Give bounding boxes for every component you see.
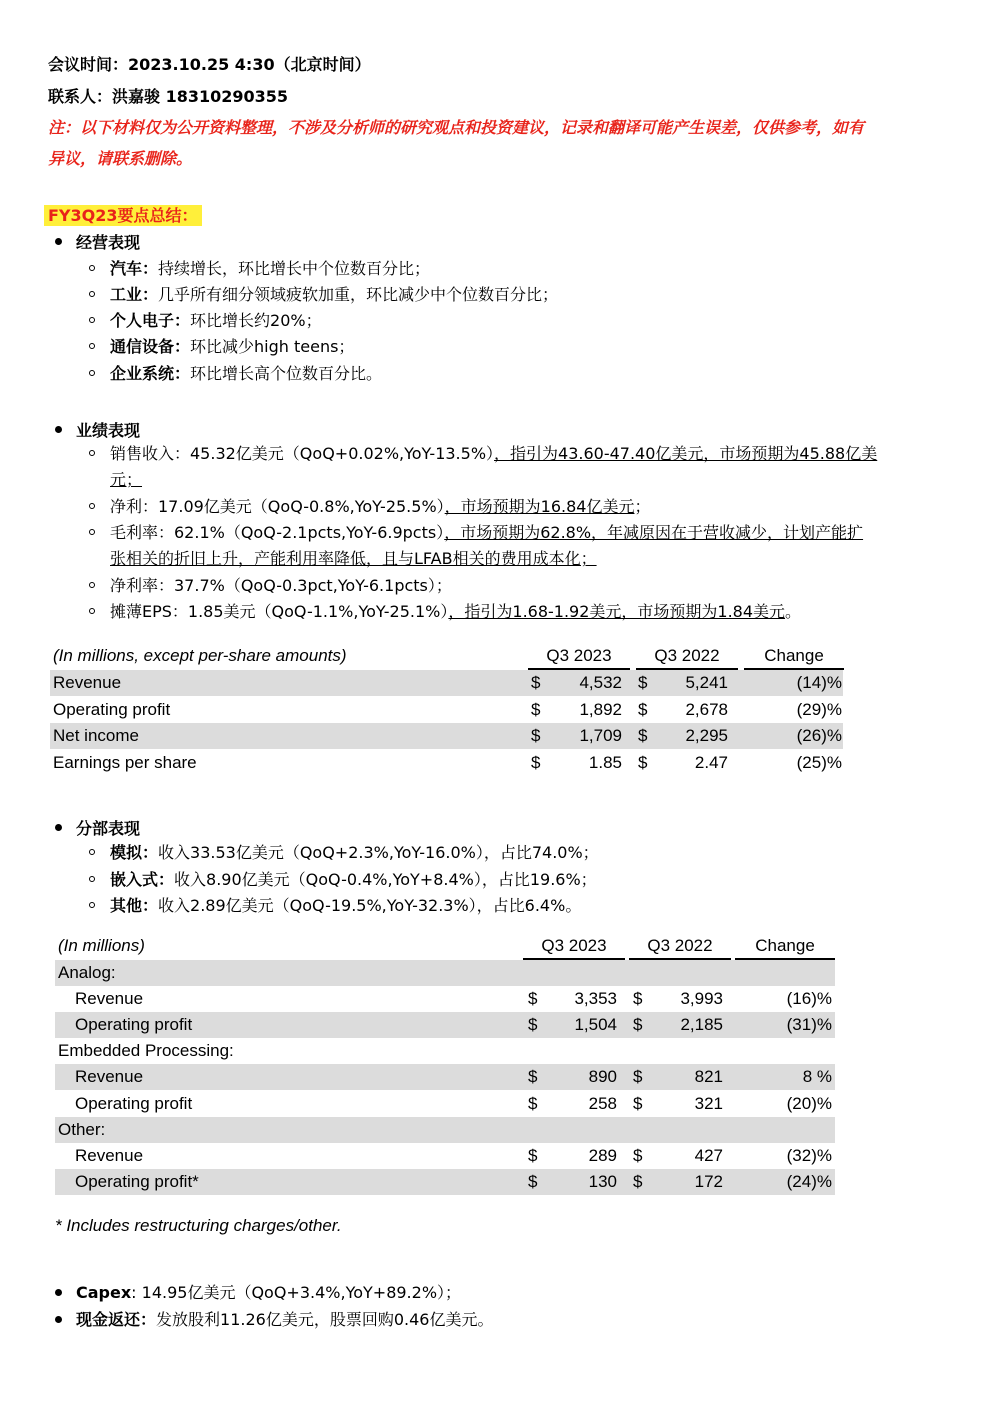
column-header: Change [744,644,844,670]
sub-bullet-icon [89,343,95,349]
currency-symbol: $ [531,699,541,719]
row-label: Revenue [53,673,122,692]
segment-item: 嵌入式：收入8.90亿美元（QoQ-0.4%,YoY+8.4%），占比19.6%； [110,870,597,889]
row-label: Operating profit [75,1015,193,1035]
operations-item: 个人电子：环比增长约20%； [110,311,322,330]
prior-value: 2,295 [685,726,728,746]
table-row [55,986,835,1012]
prior-value: 172 [694,1171,723,1191]
row-label: Revenue [75,989,144,1009]
table-group-row [55,1038,835,1064]
table-group-row [55,960,835,986]
bullet-icon [55,1316,62,1323]
segments-title: 分部表现 [76,819,141,838]
sub-bullet-icon [89,529,95,535]
current-value: 1.85 [588,753,622,773]
current-value: 1,504 [574,1015,617,1035]
disclaimer-line-1: 注：以下材料仅为公开资料整理，不涉及分析师的研究观点和投资建议，记录和翻译可能产生误差，仅供参考，如有 [48,118,865,137]
sub-bullet-icon [89,608,95,614]
row-label: Earnings per share [53,753,197,773]
change-value: 8 % [802,1067,832,1087]
currency-symbol: $ [638,699,648,719]
row-label: Operating profit [53,699,171,719]
current-value: 4,532 [579,673,622,692]
change-value: (20)% [786,1093,832,1113]
change-value: (24)% [786,1171,832,1191]
currency-symbol: $ [531,673,541,692]
table-row [50,723,843,749]
bullet-icon [55,426,62,433]
row-label: Net income [53,726,139,746]
column-header: Change [735,934,835,960]
table-group-row [55,1117,835,1143]
sub-bullet-icon [89,370,95,376]
column-header: Q3 2023 [528,644,630,670]
currency-symbol: $ [531,753,541,773]
prior-value: 5,241 [685,673,728,692]
operations-item: 企业系统：环比增长高个位数百分比。 [110,364,383,383]
contact-info: 联系人：洪嘉骏 18310290355 [48,87,289,106]
currency-symbol: $ [528,1067,538,1087]
table-caption: (In millions, except per-share amounts) [53,646,347,665]
meeting-time: 会议时间：2023.10.25 4:30（北京时间） [48,55,371,74]
table-row [55,1012,835,1038]
result-eps: 摊薄EPS：1.85美元（QoQ-1.1%,YoY-25.1%），指引为1.68-1.92美元，市场预期为1.84美元。 [110,602,802,621]
current-value: 1,709 [579,726,622,746]
bullet-icon [55,1289,62,1296]
sub-bullet-icon [89,582,95,588]
bullet-icon [55,238,62,245]
current-value: 1,892 [579,699,622,719]
sub-bullet-icon [89,317,95,323]
table-row [55,1143,835,1169]
sub-bullet-icon [89,876,95,882]
currency-symbol: $ [638,673,648,692]
current-value: 890 [588,1067,617,1087]
currency-symbol: $ [633,1015,643,1035]
currency-symbol: $ [528,1171,538,1191]
row-label: Embedded Processing: [58,1041,234,1061]
currency-symbol: $ [528,1093,538,1113]
table-footnote: * Includes restructuring charges/other. [55,1216,342,1235]
table-row [55,1064,835,1090]
currency-symbol: $ [633,1145,643,1165]
result-gross-margin-cont: 张相关的折旧上升，产能利用率降低，且与LFAB相关的费用成本化； [110,549,597,568]
row-label: Revenue [75,1145,144,1165]
table-row [50,750,843,776]
currency-symbol: $ [633,989,643,1009]
current-value: 289 [588,1145,617,1165]
change-value: (29)% [796,699,842,719]
row-label: Operating profit* [75,1171,199,1191]
table-row [50,697,843,723]
currency-symbol: $ [528,1015,538,1035]
operations-title: 经营表现 [76,233,141,252]
change-value: (16)% [786,989,832,1009]
column-header: Q3 2023 [523,934,625,960]
sub-bullet-icon [89,450,95,456]
row-label: Analog: [58,963,116,982]
prior-value: 3,993 [680,989,723,1009]
segment-item: 模拟：收入33.53亿美元（QoQ+2.3%,YoY-16.0%），占比74.0%； [110,843,599,862]
prior-value: 2,678 [685,699,728,719]
sub-bullet-icon [89,265,95,271]
result-net-margin: 净利率：37.7%（QoQ-0.3pct,YoY-6.1pcts）； [110,576,452,595]
currency-symbol: $ [531,726,541,746]
currency-symbol: $ [633,1067,643,1087]
bullet-icon [55,824,62,831]
change-value: (32)% [786,1145,832,1165]
table-row [55,1091,835,1117]
currency-symbol: $ [633,1171,643,1191]
change-value: (26)% [796,726,842,746]
financial-summary-table [50,644,845,778]
sub-bullet-icon [89,902,95,908]
segment-table [55,934,837,1196]
result-revenue-cont: 元； [110,470,143,489]
currency-symbol: $ [528,1145,538,1165]
prior-value: 2.47 [694,753,728,773]
cash-return-item: 现金返还：发放股利11.26亿美元，股票回购0.46亿美元。 [76,1310,494,1329]
sub-bullet-icon [89,849,95,855]
segment-item: 其他：收入2.89亿美元（QoQ-19.5%,YoY-32.3%），占比6.4%。 [110,896,582,915]
summary-title-text: FY3Q23要点总结： [44,205,202,226]
currency-symbol: $ [638,726,648,746]
change-value: (31)% [786,1015,832,1035]
sub-bullet-icon [89,291,95,297]
current-value: 130 [588,1171,617,1191]
operations-item: 汽车：持续增长，环比增长中个位数百分比； [110,259,431,278]
prior-value: 2,185 [680,1015,723,1035]
result-gross-margin: 毛利率：62.1%（QoQ-2.1pcts,YoY-6.9pcts），市场预期为62.8%，年减原因在于营收减少，计划产能扩 [110,523,864,542]
table-row [50,670,843,696]
column-header: Q3 2022 [629,934,731,960]
disclaimer-line-2: 异议，请联系删除。 [48,149,193,168]
capex-item: Capex: 14.95亿美元（QoQ+3.4%,YoY+89.2%）； [76,1283,462,1302]
currency-symbol: $ [528,989,538,1009]
result-revenue: 销售收入：45.32亿美元（QoQ+0.02%,YoY-13.5%），指引为43.60-47.40亿美元，市场预期为45.88亿美 [110,444,878,463]
change-value: (25)% [796,753,842,773]
result-net-income: 净利：17.09亿美元（QoQ-0.8%,YoY-25.5%），市场预期为16.84亿美元； [110,497,651,516]
currency-symbol: $ [638,753,648,773]
results-title: 业绩表现 [76,421,141,440]
column-header: Q3 2022 [636,644,738,670]
current-value: 258 [588,1093,617,1113]
table-row [55,1169,835,1195]
table-caption: (In millions) [58,936,145,955]
row-label: Revenue [75,1067,144,1087]
row-label: Operating profit [75,1093,193,1113]
prior-value: 821 [694,1067,723,1087]
summary-title [44,203,202,226]
row-label: Other: [58,1119,106,1139]
sub-bullet-icon [89,503,95,509]
current-value: 3,353 [574,989,617,1009]
prior-value: 321 [694,1093,723,1113]
prior-value: 427 [694,1145,723,1165]
currency-symbol: $ [633,1093,643,1113]
operations-item: 工业：几乎所有细分领域疲软加重，环比减少中个位数百分比； [110,285,559,304]
change-value: (14)% [796,673,842,692]
operations-item: 通信设备：环比减少high teens； [110,337,355,356]
